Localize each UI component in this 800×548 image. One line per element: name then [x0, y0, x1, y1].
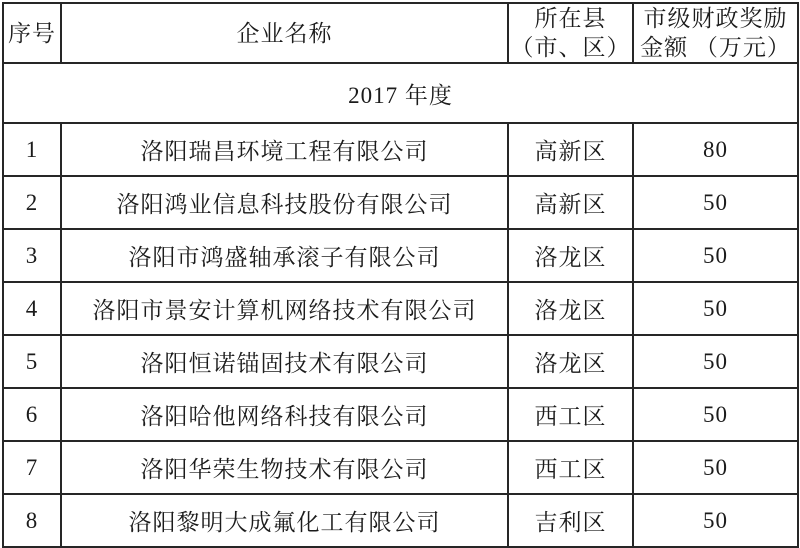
table-row [3, 441, 798, 494]
table-row [3, 123, 798, 176]
cell-amount: 50 [633, 335, 798, 388]
cell-amount: 50 [633, 176, 798, 229]
cell-amount: 50 [633, 388, 798, 441]
cell-company-name: 洛阳恒诺锚固技术有限公司 [61, 335, 508, 388]
cell-company-name: 洛阳市景安计算机网络技术有限公司 [61, 282, 508, 335]
cell-amount: 80 [633, 123, 798, 176]
cell-company-name: 洛阳市鸿盛轴承滚子有限公司 [61, 229, 508, 282]
cell-amount: 50 [633, 229, 798, 282]
cell-serial-number: 6 [3, 388, 61, 441]
cell-serial-number: 7 [3, 441, 61, 494]
cell-serial-number: 1 [3, 123, 61, 176]
cell-district: 洛龙区 [508, 335, 633, 388]
cell-company-name: 洛阳哈他网络科技有限公司 [61, 388, 508, 441]
cell-company-name: 洛阳华荣生物技术有限公司 [61, 441, 508, 494]
table-row [3, 229, 798, 282]
cell-serial-number: 2 [3, 176, 61, 229]
cell-district: 洛龙区 [508, 282, 633, 335]
cell-district: 洛龙区 [508, 229, 633, 282]
header-serial-number: 序号 [3, 3, 61, 63]
cell-serial-number: 5 [3, 335, 61, 388]
cell-company-name: 洛阳瑞昌环境工程有限公司 [61, 123, 508, 176]
cell-serial-number: 4 [3, 282, 61, 335]
cell-company-name: 洛阳鸿业信息科技股份有限公司 [61, 176, 508, 229]
cell-district: 西工区 [508, 441, 633, 494]
year-section-row [3, 63, 798, 123]
cell-district: 吉利区 [508, 494, 633, 547]
table-row [3, 494, 798, 547]
header-district-line1: 所在县 [534, 6, 607, 31]
table-row [3, 282, 798, 335]
table-row [3, 176, 798, 229]
table-row [3, 388, 798, 441]
header-reward-line2: 金额 （万元） [640, 35, 791, 60]
header-company-name: 企业名称 [61, 3, 508, 63]
header-reward-amount [633, 3, 798, 63]
cell-serial-number: 3 [3, 229, 61, 282]
cell-amount: 50 [633, 282, 798, 335]
cell-company-name: 洛阳黎明大成氟化工有限公司 [61, 494, 508, 547]
cell-district: 高新区 [508, 176, 633, 229]
year-section-label: 2017 年度 [3, 63, 798, 123]
table-header-row [3, 3, 798, 63]
cell-amount: 50 [633, 441, 798, 494]
cell-district: 西工区 [508, 388, 633, 441]
header-reward-line1: 市级财政奖励 [643, 6, 788, 31]
header-district [508, 3, 633, 63]
header-district-line2: （市、区） [510, 35, 631, 60]
cell-amount: 50 [633, 494, 798, 547]
cell-serial-number: 8 [3, 494, 61, 547]
cell-district: 高新区 [508, 123, 633, 176]
reward-table [2, 2, 799, 548]
table-row [3, 335, 798, 388]
